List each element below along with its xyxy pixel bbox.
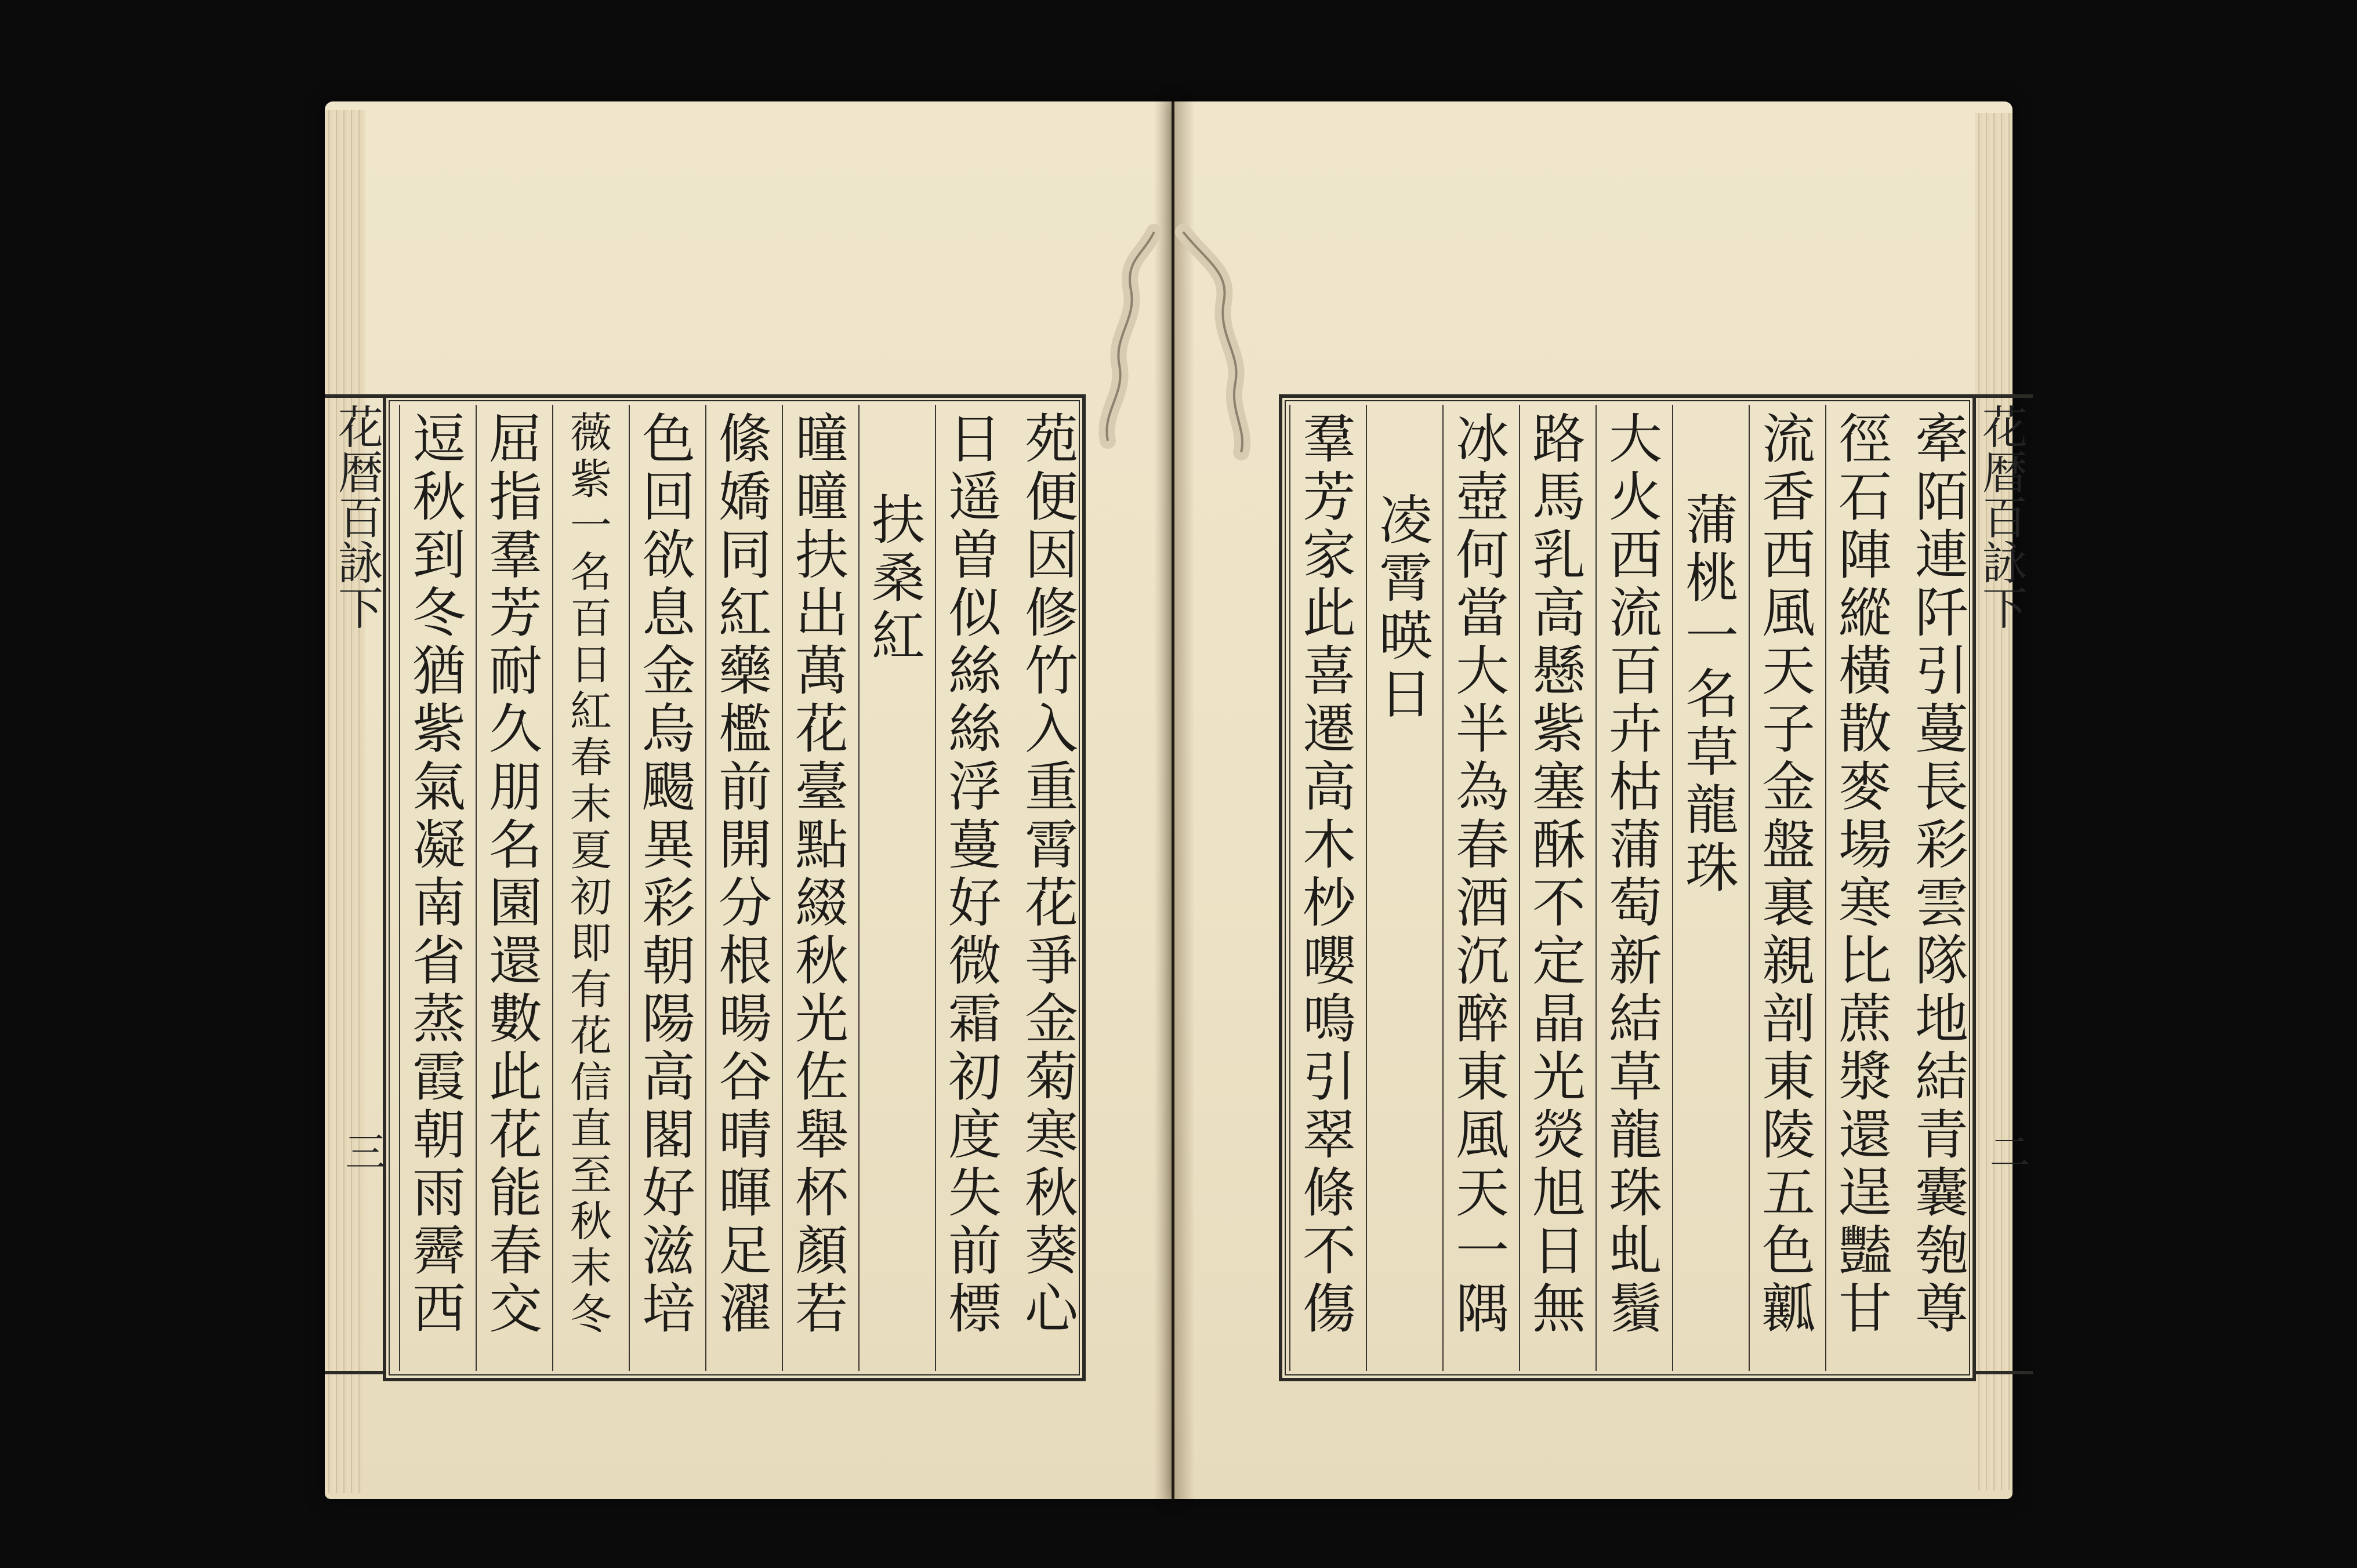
left-col-7-note: 薇紫一名百日紅春末夏初即有花信直至秋末冬: [552, 405, 623, 1371]
right-col-6: 路馬乳高懸紫塞酥不定晶光熒旭日無: [1519, 405, 1590, 1371]
right-col-1: 牽陌連阡引蔓長彩雲隊地結青囊匏尊: [1906, 411, 1968, 1338]
left-col-1: 苑便因修竹入重霄花爭金菊寒秋葵心: [1016, 411, 1078, 1338]
right-spine-title: 花暦百詠下: [1969, 394, 2033, 1374]
left-col-4: 曈曈扶出萬花臺點綴秋光佐舉杯顏若: [782, 405, 853, 1371]
right-page-number: 二: [1983, 1131, 2030, 1171]
left-spine-title: 花暦百詠下: [325, 394, 389, 1374]
left-col-6: 色回欲息金烏颺異彩朝陽高閣好滋培: [629, 405, 699, 1371]
right-text-frame: [1279, 394, 1976, 1381]
left-col-8: 屈指羣芳耐久朋名園還數此花能春交: [476, 405, 546, 1371]
right-col-5: 大火西流百卉枯蒲萄新結草龍珠虬鬚: [1595, 405, 1666, 1371]
right-col-3: 流香西風天子金盤裏親剖東陵五色瓤: [1749, 405, 1819, 1371]
left-col-9: 逗秋到冬猶紫氣凝南省蒸霞朝雨霽西: [399, 405, 470, 1371]
right-col-9: 羣芳家此喜遷高木杪嚶鳴引翠條不傷: [1289, 405, 1360, 1371]
right-col-2: 徑石陣縱橫散麥場寒比蔗漿還逞豔甘: [1825, 405, 1896, 1371]
left-col-2: 日遥曽似絲絲浮蔓好微霜初度失前標: [935, 405, 1006, 1371]
left-text-frame: [383, 394, 1086, 1381]
left-col-3-heading: 扶桑紅: [858, 405, 929, 1371]
left-col-5: 絛嬌同紅藥檻前開分根暘谷晴暉足濯: [705, 405, 776, 1371]
right-col-4-heading: 蒲桃一名草龍珠: [1672, 405, 1743, 1371]
right-col-8-heading: 凌霄暎日: [1366, 405, 1437, 1371]
binding-thread: [1090, 220, 1293, 464]
left-page-number: 三: [339, 1131, 386, 1171]
right-col-7: 冰壺何當大半為春酒沉醉東風天一隅: [1442, 405, 1513, 1371]
